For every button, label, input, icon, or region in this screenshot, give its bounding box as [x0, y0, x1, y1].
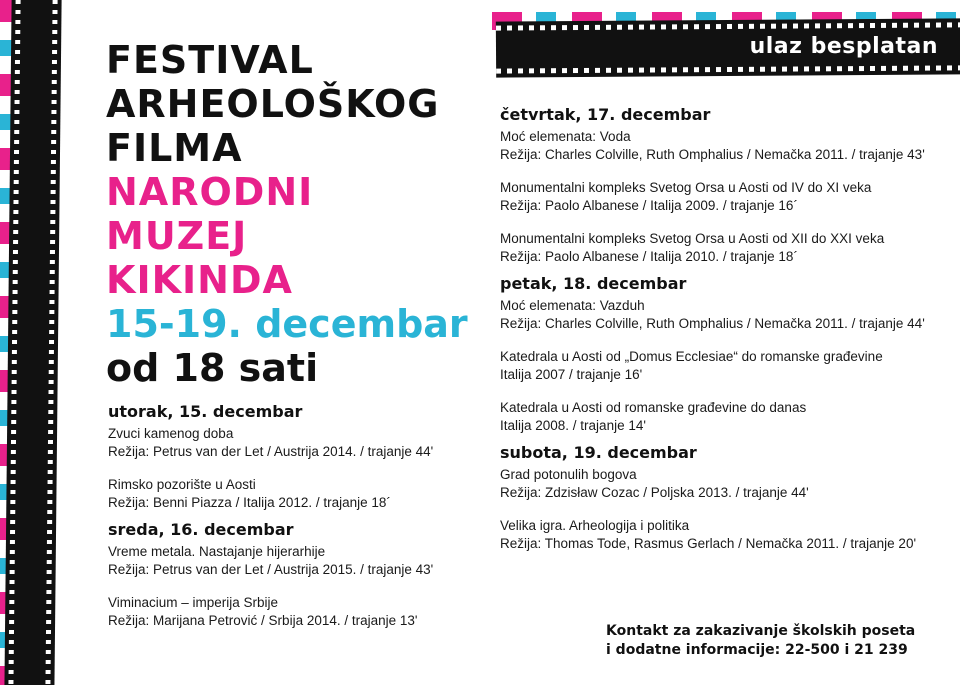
headline-line-filma: FILMA	[106, 126, 243, 170]
headline-line-narodni: NARODNI	[106, 170, 314, 214]
film-perforations-right	[45, 0, 57, 685]
schedule-day	[108, 402, 478, 512]
headline-line-arheoloskog: ARHEOLOŠKOG	[106, 82, 440, 126]
film-info: Režija: Paolo Albanese / Italija 2010. / trajanje 18´	[500, 249, 798, 264]
headline-line-festival: FESTIVAL	[106, 38, 314, 82]
free-entry-label: ulaz besplatan	[749, 34, 938, 59]
film-info: Italija 2008. / trajanje 14'	[500, 418, 646, 433]
film-title: Zvuci kamenog doba	[108, 426, 234, 441]
film-title: Katedrala u Aosti od romanske građevine do danas	[500, 400, 807, 415]
schedule-column-left	[108, 402, 478, 638]
film-info: Italija 2007 / trajanje 16'	[500, 367, 643, 382]
schedule-column-right	[500, 105, 950, 561]
headline-time: od 18 sati	[106, 346, 319, 390]
film-info: Režija: Petrus van der Let / Austrija 2015. / trajanje 43'	[108, 562, 434, 577]
film-strip	[4, 0, 61, 685]
film-title: Grad potonulih bogova	[500, 467, 637, 482]
free-entry-banner	[492, 12, 960, 82]
film-info: Režija: Zdzisław Cozac / Poljska 2013. / trajanje 44'	[500, 485, 809, 500]
film-info: Režija: Paolo Albanese / Italija 2009. / trajanje 16´	[500, 198, 798, 213]
film-entry	[500, 230, 950, 266]
film-entry	[500, 517, 950, 553]
film-info: Režija: Charles Colville, Ruth Omphalius / Nemačka 2011. / trajanje 43'	[500, 147, 925, 162]
film-entry	[108, 476, 478, 512]
film-entry	[108, 543, 478, 579]
contact-line: i dodatne informacije: 22-500 i 21 239	[606, 642, 908, 658]
headline-line-muzej: MUZEJ	[106, 214, 248, 258]
film-title: Velika igra. Arheologija i politika	[500, 518, 690, 533]
day-title: petak, 18. decembar	[500, 274, 687, 293]
day-title: utorak, 15. decembar	[108, 402, 303, 421]
day-title: četvrtak, 17. decembar	[500, 105, 711, 124]
day-title: sreda, 16. decembar	[108, 520, 294, 539]
headline-dates: 15-19. decembar	[106, 302, 468, 346]
contact-line: Kontakt za zakazivanje školskih poseta	[606, 623, 916, 639]
film-entry	[500, 348, 950, 384]
film-title: Moć elemenata: Voda	[500, 129, 631, 144]
film-title: Vreme metala. Nastajanje hijerarhije	[108, 544, 326, 559]
headline-line-kikinda: KIKINDA	[106, 258, 293, 302]
schedule-day	[500, 274, 950, 435]
film-entry	[500, 466, 950, 502]
film-title: Moć elemenata: Vazduh	[500, 298, 645, 313]
film-entry	[500, 128, 950, 164]
contact-info	[606, 622, 946, 660]
film-info: Režija: Marijana Petrović / Srbija 2014. / trajanje 13'	[108, 613, 418, 628]
film-title: Rimsko pozorište u Aosti	[108, 477, 256, 492]
schedule-day	[500, 105, 950, 266]
film-info: Režija: Charles Colville, Ruth Omphalius / Nemačka 2011. / trajanje 44'	[500, 316, 925, 331]
film-info: Režija: Thomas Tode, Rasmus Gerlach / Nemačka 2011. / trajanje 20'	[500, 536, 917, 551]
schedule-day	[500, 443, 950, 553]
film-perforations-left	[8, 0, 20, 685]
film-entry	[500, 399, 950, 435]
film-info: Režija: Benni Piazza / Italija 2012. / trajanje 18´	[108, 495, 391, 510]
film-title: Monumentalni kompleks Svetog Orsa u Aosti od IV do XI veka	[500, 180, 872, 195]
day-title: subota, 19. decembar	[500, 443, 697, 462]
schedule-day	[108, 520, 478, 630]
film-entry	[500, 179, 950, 215]
film-entry	[500, 297, 950, 333]
film-entry	[108, 594, 478, 630]
film-title: Katedrala u Aosti od „Domus Ecclesiae“ do romanske građevine	[500, 349, 883, 364]
film-entry	[108, 425, 478, 461]
banner-perforations-bottom	[496, 65, 960, 73]
banner-perforations-top	[496, 22, 960, 30]
film-title: Monumentalni kompleks Svetog Orsa u Aosti od XII do XXI veka	[500, 231, 885, 246]
festival-headline	[106, 38, 486, 390]
film-info: Režija: Petrus van der Let / Austrija 2014. / trajanje 44'	[108, 444, 434, 459]
film-strip-left	[0, 0, 66, 685]
film-title: Viminacium – imperija Srbije	[108, 595, 279, 610]
